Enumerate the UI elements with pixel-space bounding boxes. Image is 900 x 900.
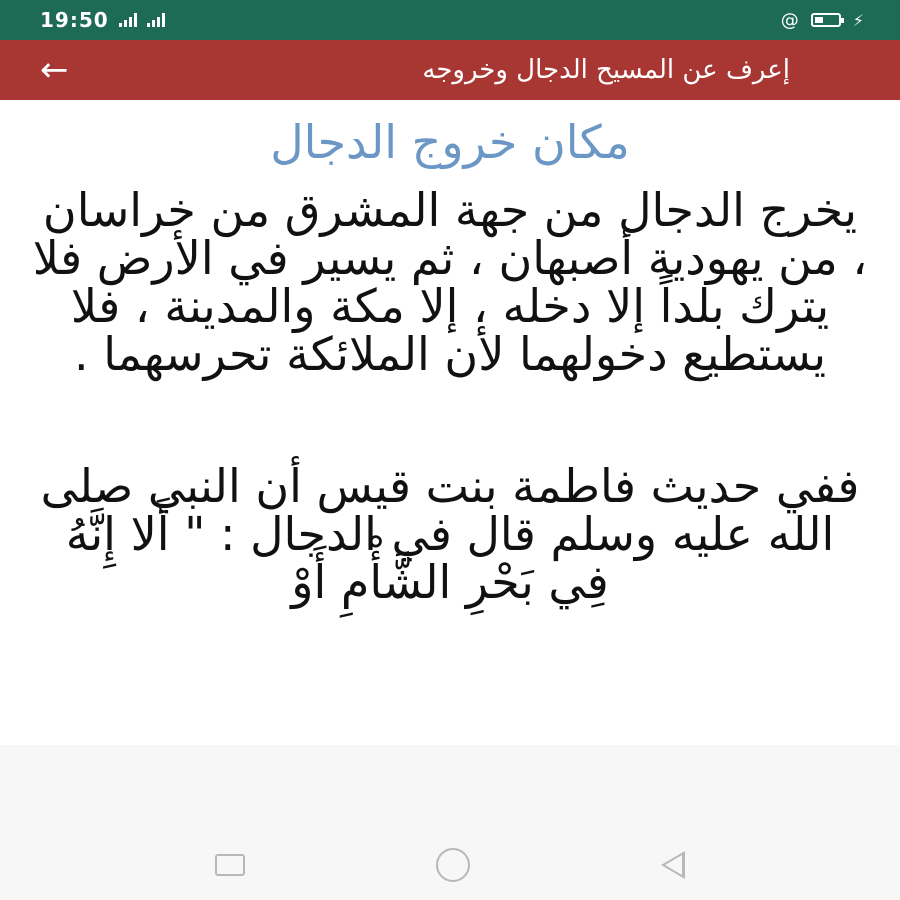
signal-icon-2 [147, 13, 165, 27]
back-arrow-icon[interactable]: ← [40, 50, 69, 90]
charging-bolt-icon: ⚡ [852, 10, 864, 30]
status-time: 19:50 [40, 8, 109, 32]
status-bar [0, 0, 900, 40]
recents-square-icon[interactable] [215, 854, 245, 876]
app-bar [0, 40, 900, 100]
battery-icon [811, 13, 841, 27]
signal-icon [119, 13, 137, 27]
at-icon: @ [780, 9, 799, 31]
back-triangle-icon[interactable] [661, 851, 685, 879]
status-right [781, 10, 864, 31]
app-title: إعرف عن المسيح الدجال وخروجه [422, 55, 790, 85]
article-content[interactable] [0, 100, 900, 745]
paragraph-2: ففي حديث فاطمة بنت قيس أن النبي صلى الله عليه وسلم قال في الدجال : " أَلا إِنَّهُ فِي بَحْرِ الشَّأْمِ أَوْ [40, 459, 860, 609]
status-left [40, 8, 165, 32]
paragraph-1: يخرج الدجال من جهة المشرق من خراسان ، من يهودية أصبهان ، ثم يسير في الأرض فلا يترك بلداً إلا دخله ، إلا مكة والمدينة ، فلا يستطيع دخولهما لأن الملائكة تحرسهما . [32, 183, 868, 381]
section-title: مكان خروج الدجال [270, 115, 630, 169]
navigation-area [0, 745, 900, 900]
paragraph-spacer [30, 378, 870, 462]
system-nav-bar [0, 830, 900, 900]
home-circle-icon[interactable] [436, 848, 470, 882]
